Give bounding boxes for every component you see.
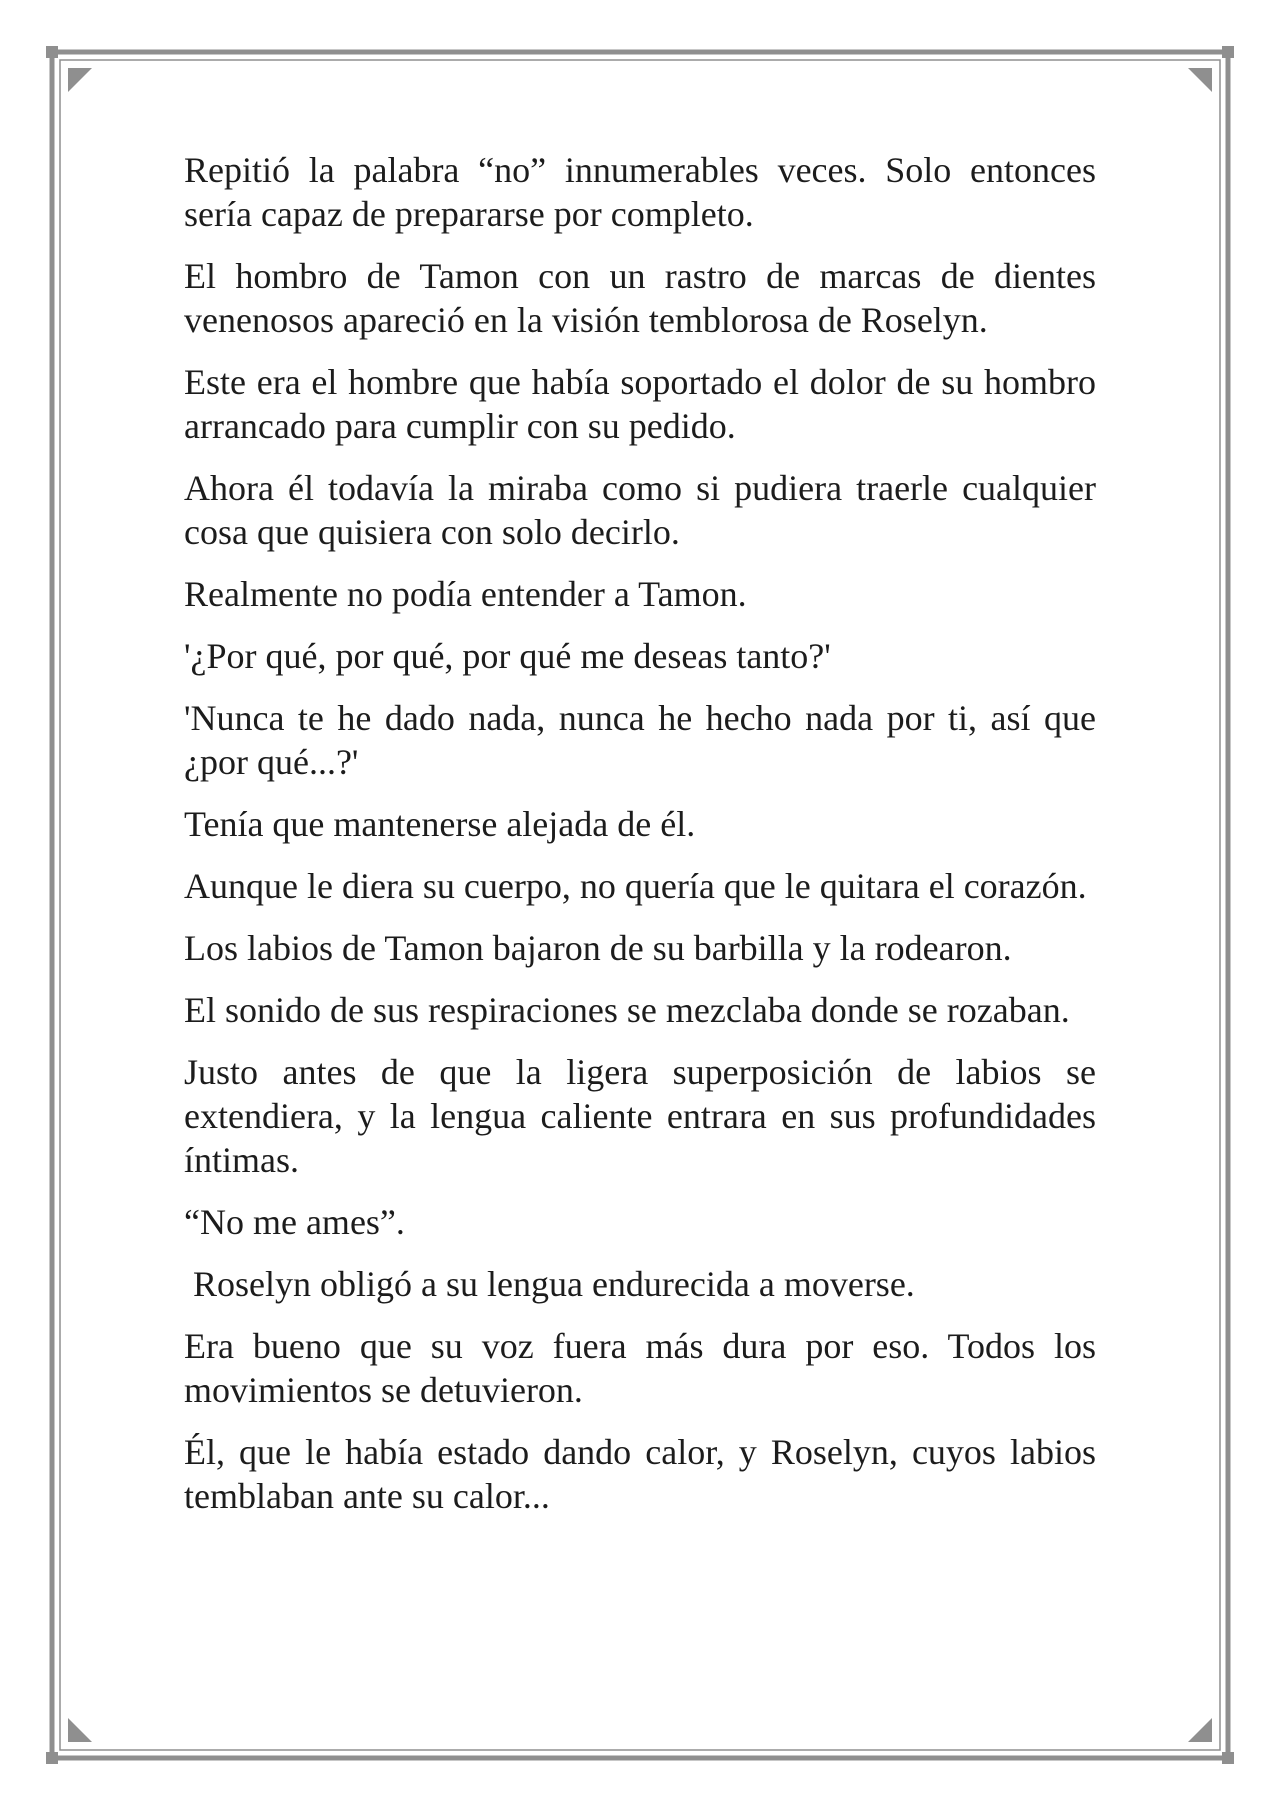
- paragraph: Realmente no podía entender a Tamon.: [184, 574, 747, 614]
- body-text: [184, 148, 1096, 1536]
- paragraph: El sonido de sus respiraciones se mezclaba donde se rozaban.: [184, 990, 1070, 1030]
- paragraph: Roselyn obligó a su lengua endurecida a moverse.: [184, 1264, 915, 1304]
- paragraph: “No me ames”.: [184, 1202, 405, 1242]
- paragraph: Los labios de Tamon bajaron de su barbilla y la rodearon.: [184, 928, 1012, 968]
- paragraph: Tenía que mantenerse alejada de él.: [184, 804, 696, 844]
- paragraph: Repitió la palabra “no” innumerables veces. Solo entonces sería capaz de prepararse por completo.: [184, 150, 1096, 234]
- paragraph: Este era el hombre que había soportado el dolor de su hombro arrancado para cumplir con su pedido.: [184, 362, 1096, 446]
- paragraph: Él, que le había estado dando calor, y Roselyn, cuyos labios temblaban ante su calor...: [184, 1432, 1096, 1516]
- paragraph: Era bueno que su voz fuera más dura por eso. Todos los movimientos se detuvieron.: [184, 1326, 1096, 1410]
- paragraph: Aunque le diera su cuerpo, no quería que le quitara el corazón.: [184, 866, 1087, 906]
- paragraph: 'Nunca te he dado nada, nunca he hecho nada por ti, así que ¿por qué...?': [184, 698, 1096, 782]
- paragraph: Ahora él todavía la miraba como si pudiera traerle cualquier cosa que quisiera con solo decirlo.: [184, 468, 1096, 552]
- paragraph: El hombro de Tamon con un rastro de marcas de dientes venenosos apareció en la visión temblorosa de Roselyn.: [184, 256, 1096, 340]
- paragraph: Justo antes de que la ligera superposición de labios se extendiera, y la lengua caliente entrara en sus profundidades íntimas.: [184, 1052, 1096, 1180]
- paragraph: '¿Por qué, por qué, por qué me deseas tanto?': [184, 636, 831, 676]
